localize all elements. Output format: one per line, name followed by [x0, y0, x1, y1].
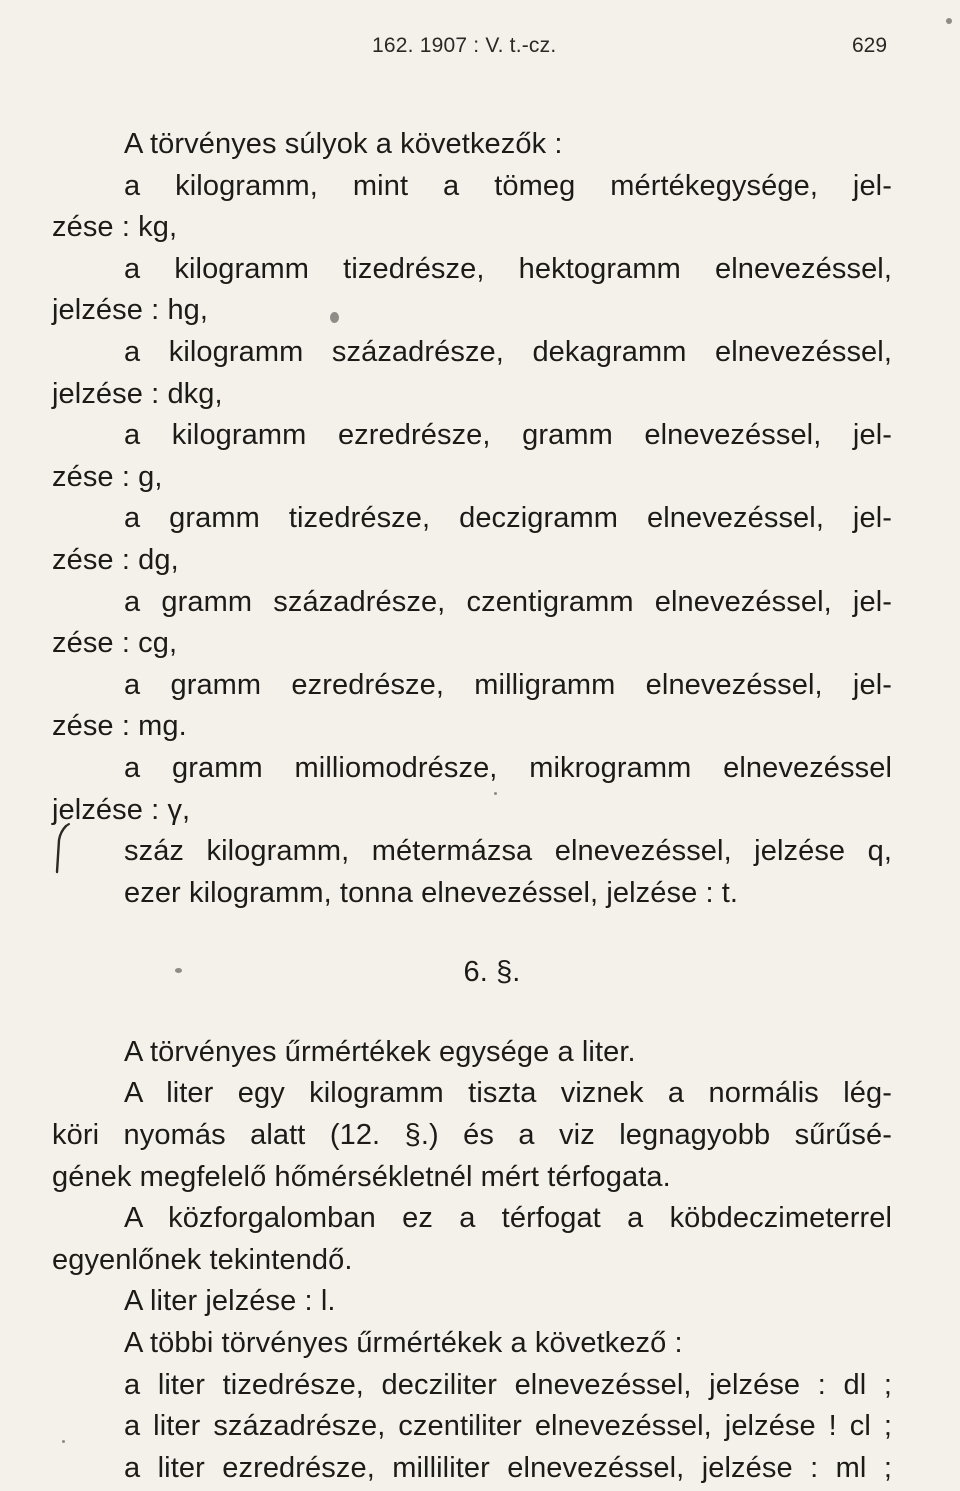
margin-pen-mark — [54, 820, 70, 880]
text-line: a kilogramm tizedrésze, hektogramm elnevezéssel, — [124, 252, 892, 285]
text-line: zése : kg, — [52, 211, 178, 244]
page-number: 629 — [852, 34, 888, 57]
text-line: a kilogramm, mint a tömeg mértékegysége, jel- — [124, 169, 892, 202]
text-line: a kilogramm századrésze, dekagramm elnevezéssel, — [124, 335, 892, 368]
text-line: száz kilogramm, métermázsa elnevezéssel, jelzése q, — [124, 835, 892, 868]
section-heading: 6. §. — [463, 956, 521, 989]
text-line: a gramm tizedrésze, deczigramm elnevezéssel, jel- — [124, 502, 892, 535]
text-line: a liter tizedrésze, decziliter elnevezéssel, jelzése : dl ; — [124, 1368, 892, 1401]
text-line: jelzése : γ, — [52, 793, 191, 826]
ink-speck — [494, 792, 497, 795]
text-line: egyenlőnek tekintendő. — [52, 1243, 353, 1276]
page-header — [0, 34, 960, 66]
text-line: a kilogramm ezredrésze, gramm elnevezéssel, jel- — [124, 419, 892, 452]
text-line: a gramm milliomodrésze, mikrogramm elnevezéssel — [124, 751, 892, 784]
text-line: A törvényes súlyok a következők : — [124, 128, 563, 160]
text-line: A liter jelzése : l. — [124, 1285, 336, 1318]
text-line: a liter századrésze, czentiliter elnevezéssel, jelzése ! cl ; — [124, 1410, 892, 1443]
section-spacer — [52, 914, 892, 952]
text-line: jelzése : dkg, — [52, 377, 223, 410]
body-text — [52, 124, 892, 1489]
text-line: zése : dg, — [52, 543, 179, 576]
text-line: a liter ezredrésze, milliliter elnevezéssel, jelzése : ml ; — [124, 1451, 892, 1484]
text-line: A liter egy kilogramm tiszta viznek a normális lég- — [124, 1077, 892, 1110]
text-line: ezer kilogramm, tonna elnevezéssel, jelzése : t. — [124, 876, 739, 909]
text-line: A többi törvényes űrmértékek a következő : — [124, 1327, 683, 1360]
ink-speck — [946, 18, 952, 24]
text-line: a gramm ezredrésze, milligramm elnevezéssel, jel- — [124, 668, 892, 701]
text-line: köri nyomás alatt (12. §.) és a viz legnagyobb sűrűsé- — [52, 1119, 892, 1152]
ink-speck — [330, 312, 339, 323]
text-line: A törvényes űrmértékek egysége a liter. — [124, 1035, 636, 1068]
ink-speck — [175, 968, 182, 973]
text-line: zése : g, — [52, 460, 163, 493]
text-line: jelzése : hg, — [52, 294, 209, 327]
ink-speck — [62, 1440, 65, 1443]
text-line: zése : mg. — [52, 710, 187, 743]
section-spacer — [52, 994, 892, 1032]
text-line: A közforgalomban ez a térfogat a köbdeczimeterrel — [124, 1202, 892, 1235]
law-citation: 162. 1907 : V. t.-cz. — [372, 34, 557, 57]
text-line: gének megfelelő hőmérsékletnél mért térfogata. — [52, 1160, 671, 1193]
text-line: zése : cg, — [52, 627, 178, 660]
text-line: a gramm századrésze, czentigramm elnevezéssel, jel- — [124, 585, 892, 618]
